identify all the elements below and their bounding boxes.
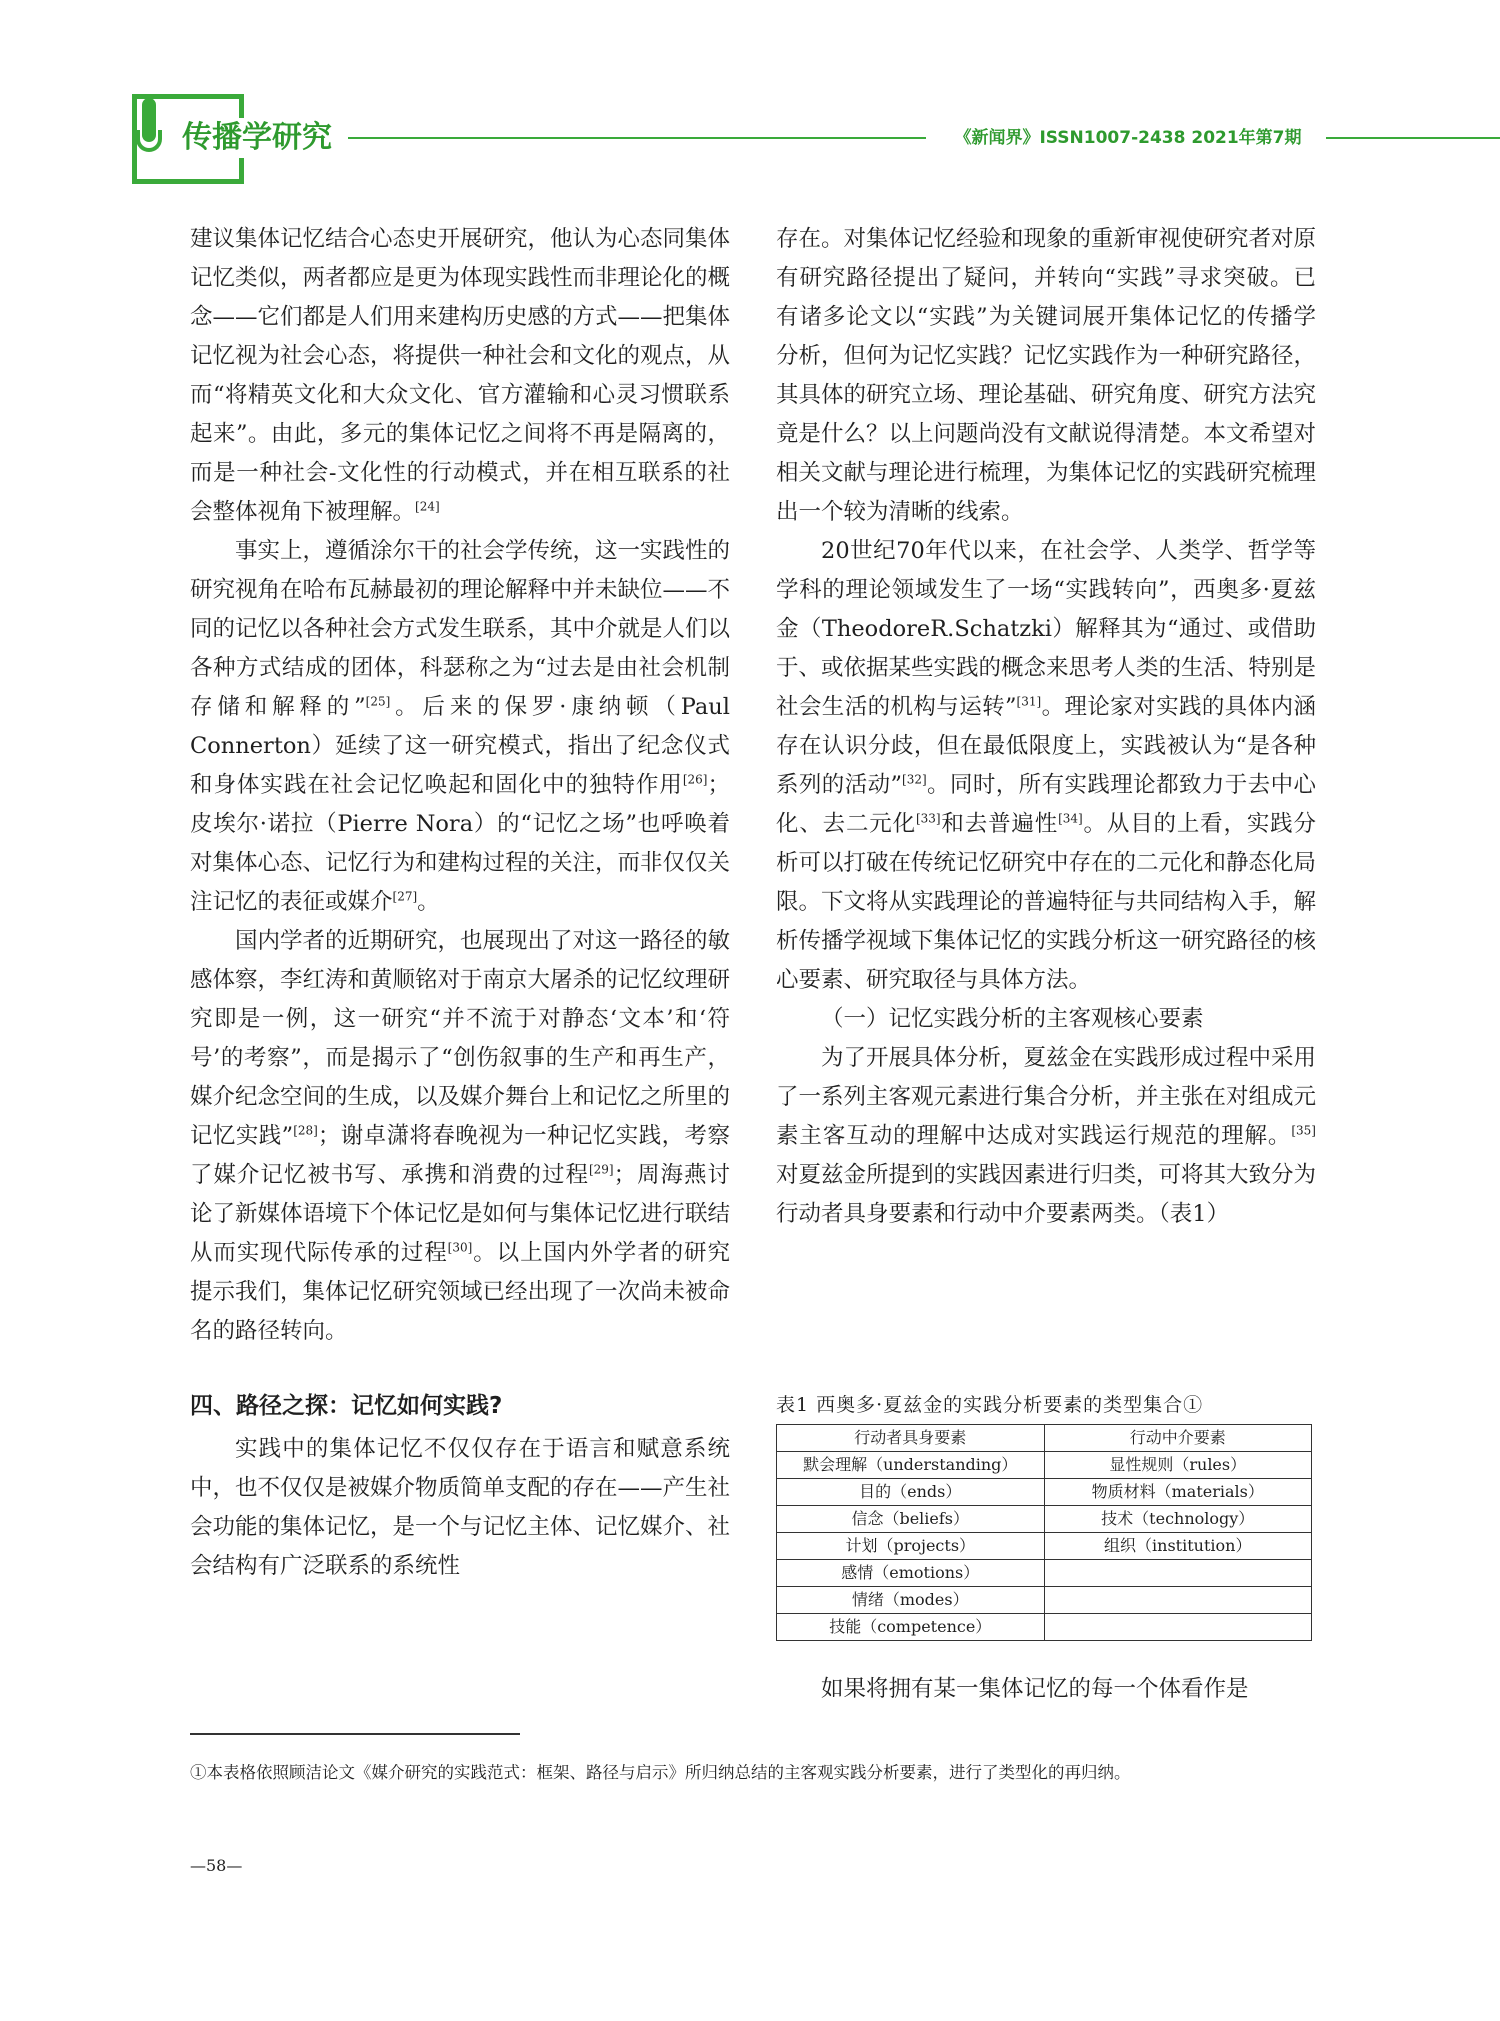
citation: [26] (682, 772, 708, 787)
citation: [32] (902, 772, 927, 787)
left-column (190, 220, 730, 1586)
table-row (777, 1479, 1312, 1506)
table-row (777, 1560, 1312, 1587)
table-header: 行动中介要素 (1044, 1425, 1312, 1452)
text: 。从目的上看，实践分析可以打破在传统记忆研究中存在的二元化和静态化局限。下文将从实践理论的普遍特征与共同结构入手，解析传播学视域下集体记忆的实践分析这一研究路径的核心要素、研究取径与具体方法。 (776, 811, 1317, 993)
paragraph (190, 532, 730, 922)
subsection-heading: （一）记忆实践分析的主客观核心要素 (821, 1006, 1204, 1032)
text: 。同时，所有实践理论都致力于去中心化、去二元化 (776, 772, 1316, 837)
citation: [30] (447, 1240, 473, 1255)
text: 。 (417, 889, 440, 915)
table-cell: 信念（beliefs） (777, 1506, 1045, 1533)
table-row (777, 1587, 1312, 1614)
text: ；周海燕讨论了新媒体语境下个体记忆是如何与集体记忆进行联结从而实现代际传承的过程 (190, 1162, 731, 1266)
text: 。理论家对实践的具体内涵存在认识分歧，但在最低限度上，实践被认为“是各种系列的活动” (776, 694, 1316, 798)
footnote: ①本表格依照顾洁论文《媒介研究的实践范式：框架、路径与启示》所归纳总结的主客观实践分析要素，进行了类型化的再归纳。 (190, 1763, 1131, 1782)
citation: [24] (415, 499, 440, 514)
table-caption: 表1 西奥多·夏兹金的实践分析要素的类型集合① (776, 1394, 1204, 1416)
table-row (777, 1452, 1312, 1479)
table-cell (1044, 1560, 1312, 1587)
page-number: —58— (190, 1856, 243, 1875)
citation: [35] (1291, 1123, 1316, 1138)
citation: [31] (1016, 694, 1042, 709)
table-cell: 计划（projects） (777, 1533, 1045, 1560)
paragraph (190, 922, 730, 1351)
elements-table (776, 1424, 1312, 1641)
table-cell: 默会理解（understanding） (777, 1452, 1045, 1479)
header-rule-left (348, 137, 926, 139)
text: 事实上，遵循涂尔干的社会学传统，这一实践性的研究视角在哈布瓦赫最初的理论解释中并未缺位——不同的记忆以各种社会方式发生联系，其中介就是人们以各种方式结成的团体，科瑟称之为“过去是由社会机制存储和解释的” (190, 538, 731, 720)
footnote-rule (190, 1733, 520, 1735)
text: ；皮埃尔·诺拉（Pierre Nora）的“记忆之场”也呼唤着对集体心态、记忆行为和建构过程的关注，而非仅仅关注记忆的表征或媒介 (190, 772, 731, 915)
table-cell: 组织（institution） (1044, 1533, 1312, 1560)
right-column (776, 220, 1316, 1234)
paragraph (776, 1039, 1316, 1234)
section-heading: 四、路径之探：记忆如何实践? (190, 1393, 503, 1419)
table-header-row (777, 1425, 1312, 1452)
table-cell (1044, 1587, 1312, 1614)
table-cell (1044, 1614, 1312, 1641)
table-cell: 技术（technology） (1044, 1506, 1312, 1533)
citation: [27] (392, 889, 418, 904)
text: ；谢卓潇将春晚视为一种记忆实践，考察了媒介记忆被书写、承携和消费的过程 (190, 1123, 730, 1188)
table-header: 行动者具身要素 (777, 1425, 1045, 1452)
paragraph: 存在。对集体记忆经验和现象的重新审视使研究者对原有研究路径提出了疑问，并转向“实践”寻求突破。已有诸多论文以“实践”为关键词展开集体记忆的传播学分析，但何为记忆实践？记忆实践作为一种研究路径，其具体的研究立场、理论基础、研究角度、研究方法究竟是什么？以上问题尚没有文献说得清楚。本文希望对相关文献与理论进行梳理，为集体记忆的实践研究梳理出一个较为清晰的线索。 (776, 226, 1317, 525)
citation: [28] (293, 1123, 318, 1138)
table-cell: 情绪（modes） (777, 1587, 1045, 1614)
paragraph (776, 532, 1316, 1000)
text: 20世纪70年代以来，在社会学、人类学、哲学等学科的理论领域发生了一场“实践转向”，西奥多·夏兹金（TheodoreR.Schatzki）解释其为“通过、或借助于、或依据某些实践的概念来思考人类的生活、特别是社会生活的机构与运转” (776, 538, 1317, 720)
paragraph (190, 220, 730, 532)
paragraph: 实践中的集体记忆不仅仅存在于语言和赋意系统中，也不仅仅是被媒介物质简单支配的存在——产生社会功能的集体记忆，是一个与记忆主体、记忆媒介、社会结构有广泛联系的系统性 (190, 1436, 731, 1579)
table-cell: 显性规则（rules） (1044, 1452, 1312, 1479)
text: 国内学者的近期研究，也展现出了对这一路径的敏感体察，李红涛和黄顺铭对于南京大屠杀的记忆纹理研究即是一例，这一研究“并不流于对静态‘文本’和‘符号’的考察”，而是揭示了“创伤叙事的生产和再生产，媒介纪念空间的生成，以及媒介舞台上和记忆之所里的记忆实践” (190, 928, 731, 1149)
text: 。后来的保罗·康纳顿（Paul Connerton）延续了这一研究模式，指出了纪念仪式和身体实践在社会记忆唤起和固化中的独特作用 (190, 694, 730, 798)
paragraph-continued: 如果将拥有某一集体记忆的每一个体看作是 (821, 1676, 1249, 1702)
header-rule-right (1326, 137, 1500, 139)
citation: [33] (915, 811, 941, 826)
table-cell: 物质材料（materials） (1044, 1479, 1312, 1506)
citation: [25] (365, 694, 391, 709)
text: 建议集体记忆结合心态史开展研究，他认为心态同集体记忆类似，两者都应是更为体现实践性而非理论化的概念——它们都是人们用来建构历史感的方式——把集体记忆视为社会心态，将提供一种社会和文化的观点，从而“将精英文化和大众文化、官方灌输和心灵习惯联系起来”。由此，多元的集体记忆之间将不再是隔离的，而是一种社会-文化性的行动模式，并在相互联系的社会整体视角下被理解。 (190, 226, 731, 525)
text: 对夏兹金所提到的实践因素进行归类，可将其大致分为行动者具身要素和行动中介要素两类。（表1） (776, 1162, 1317, 1227)
section-title: 传播学研究 (182, 118, 338, 158)
table-cell: 技能（competence） (777, 1614, 1045, 1641)
text: 和去普遍性 (940, 811, 1059, 837)
citation: [29] (588, 1162, 614, 1177)
table-row (777, 1506, 1312, 1533)
table-cell: 感情（emotions） (777, 1560, 1045, 1587)
text: 。以上国内外学者的研究提示我们，集体记忆研究领域已经出现了一次尚未被命名的路径转向。 (190, 1240, 731, 1344)
table-cell: 目的（ends） (777, 1479, 1045, 1506)
table-row (777, 1614, 1312, 1641)
journal-info: 《新闻界》ISSN1007-2438 2021年第7期 (954, 128, 1302, 148)
text: 为了开展具体分析，夏兹金在实践形成过程中采用了一系列主客观元素进行集合分析，并主张在对组成元素主客互动的理解中达成对实践运行规范的理解。 (776, 1045, 1317, 1149)
citation: [34] (1058, 811, 1083, 826)
table-row (777, 1533, 1312, 1560)
